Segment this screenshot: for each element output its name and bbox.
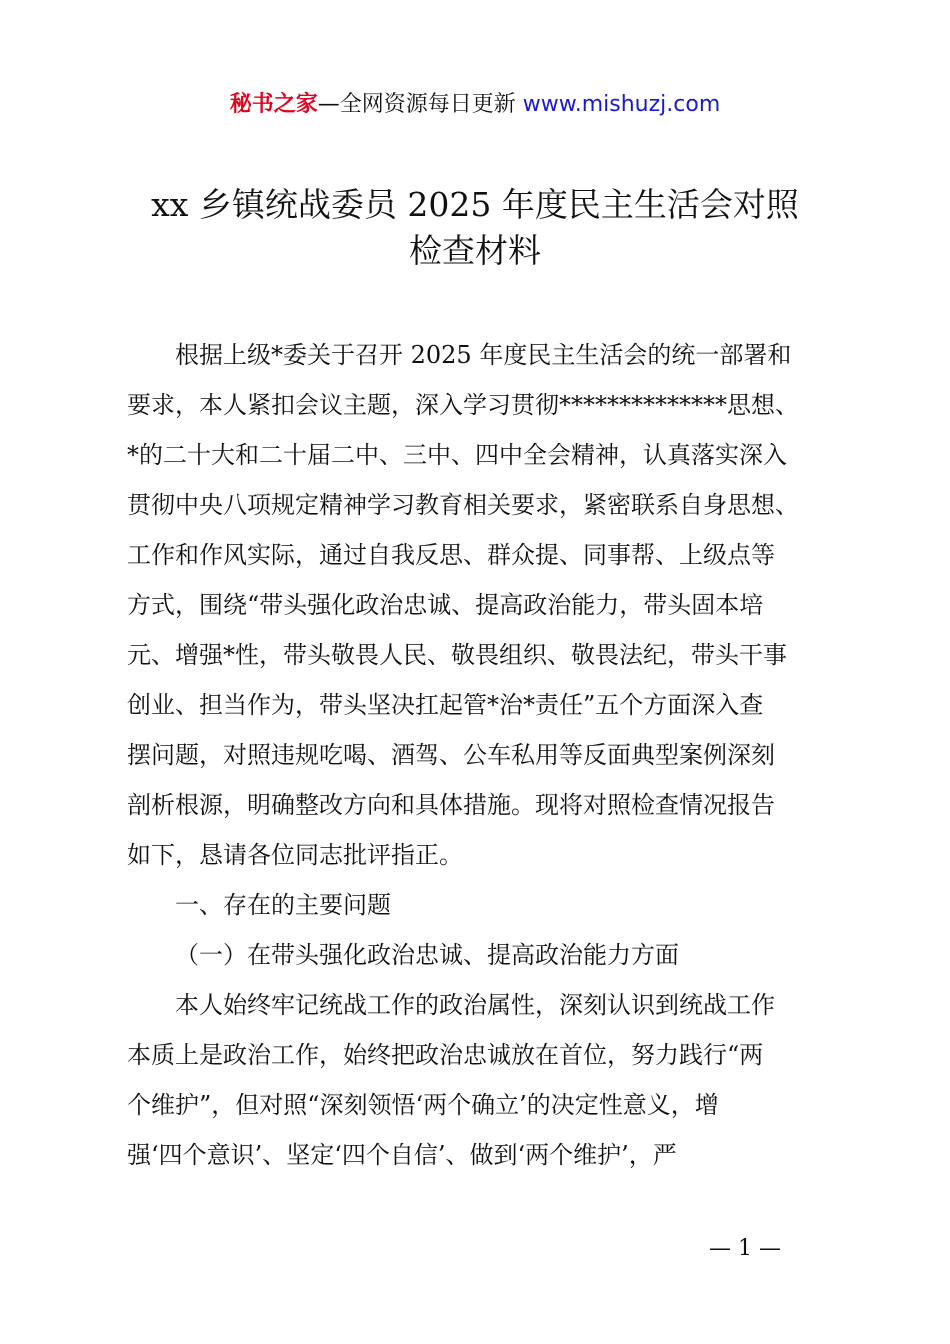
intro-line: 方式，围绕“带头强化政治忠诚、提高政治能力，带头固本培 (127, 591, 764, 619)
title-line-2: 检查材料 (409, 231, 541, 270)
page-number: — 1 — (709, 1236, 781, 1261)
intro-line: *的二十大和二十届二中、三中、四中全会精神，认真落实深入 (127, 441, 787, 469)
intro-line: 元、增强*性，带头敬畏人民、敬畏组织、敬畏法纪，带头干事 (127, 641, 787, 669)
intro-line: 根据上级*委关于召开 2025 年度民主生活会的统一部署和 (175, 341, 792, 369)
site-banner (0, 88, 950, 122)
intro-line: 要求，本人紧扣会议主题，深入学习贯彻**************思想、 (127, 391, 799, 419)
subsection-heading: （一）在带头强化政治忠诚、提高政治能力方面 (175, 941, 679, 969)
section-body-line: 强‘四个意识’、坚定‘四个自信’、做到‘两个维护’，严 (127, 1141, 677, 1169)
title-line-1: xx 乡镇统战委员 2025 年度民主生活会对照 (151, 185, 799, 224)
intro-line: 摆问题，对照违规吃喝、酒驾、公车私用等反面典型案例深刻 (127, 741, 775, 769)
section-heading: 一、存在的主要问题 (175, 891, 391, 919)
intro-line: 贯彻中央八项规定精神学习教育相关要求，紧密联系自身思想、 (127, 491, 799, 519)
document-title (100, 182, 850, 274)
brand-name: 秘书之家 (229, 92, 318, 117)
section-body-line: 本人始终牢记统战工作的政治属性，深刻认识到统战工作 (175, 991, 775, 1019)
banner-tagline: —全网资源每日更新 (317, 92, 523, 117)
intro-line: 如下，恳请各位同志批评指正。 (127, 841, 463, 869)
document-body (127, 330, 833, 1180)
section-body-line: 个维护”，但对照“深刻领悟‘两个确立’的决定性意义，增 (127, 1091, 719, 1119)
banner-url-link[interactable]: www.mishuzj.com (522, 92, 721, 117)
section-body-line: 本质上是政治工作，始终把政治忠诚放在首位，努力践行“两 (127, 1041, 764, 1069)
intro-line: 剖析根源，明确整改方向和具体措施。现将对照检查情况报告 (127, 791, 775, 819)
intro-line: 创业、担当作为，带头坚决扛起管*治*责任”五个方面深入查 (127, 691, 764, 719)
intro-line: 工作和作风实际，通过自我反思、群众提、同事帮、上级点等 (127, 541, 775, 569)
